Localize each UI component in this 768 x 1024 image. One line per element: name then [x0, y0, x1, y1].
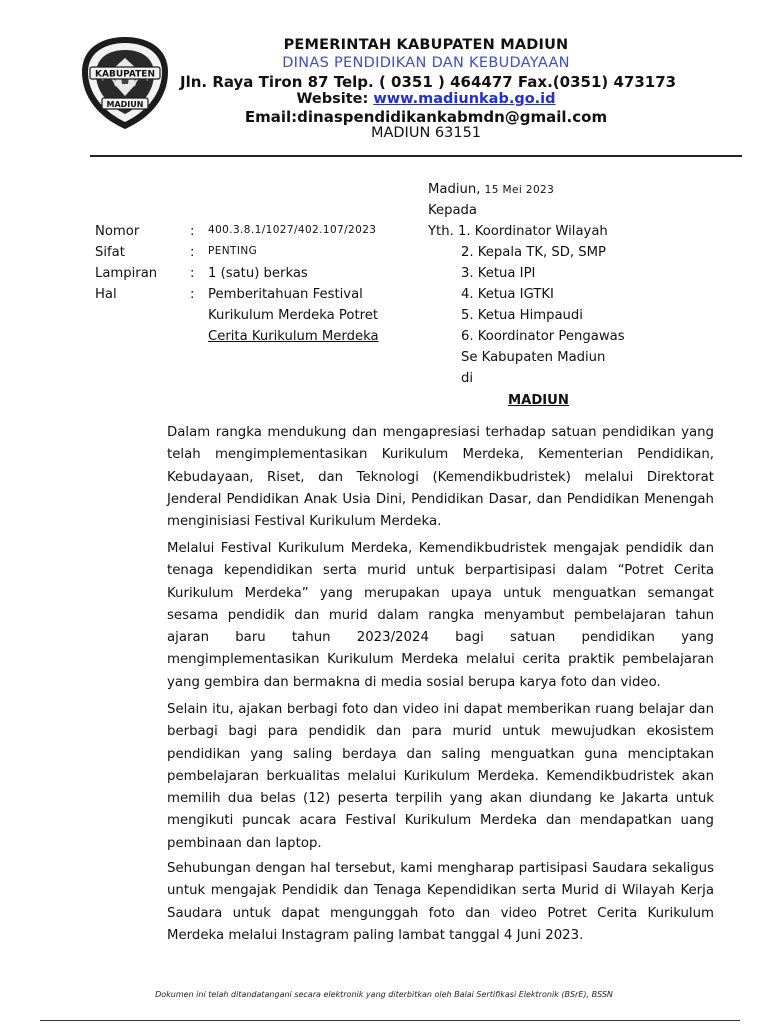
- postal-line: MADIUN 63151: [370, 125, 482, 141]
- recipient-3: 3. Ketua IPI: [461, 266, 536, 281]
- recipient-1: Yth. 1. Koordinator Wilayah: [428, 224, 608, 239]
- website-line: [180, 91, 672, 107]
- nomor-label: Nomor: [95, 224, 140, 239]
- kepada-label: Kepada: [428, 203, 478, 218]
- hal-value-line1: Pemberitahuan Festival: [208, 287, 363, 302]
- kabupaten-madiun-logo: [78, 34, 172, 132]
- government-name: PEMERINTAH KABUPATEN MADIUN: [283, 37, 569, 53]
- nomor-colon: :: [190, 224, 195, 239]
- lampiran-colon: :: [190, 266, 195, 281]
- place: Madiun,: [428, 182, 481, 197]
- body-paragraph-3: Selain itu, ajakan berbagi foto dan video ini dapat memberikan ruang belajar dan berbagi bagi para pendidik dan para murid untuk mewujudkan ekosistem pendidikan yang saling berdaya dan saling menguatkan guna menciptakan pembelajaran berkualitas melalui Kurikulum Merdeka. Kemendikbudristek akan memilih dua belas (12) peserta terpilih yang akan diundang ke Jakarta untuk mengikuti puncak acara Festival Kurikulum Merdeka dan mendapatkan uang pembinaan dan laptop.: [167, 702, 714, 851]
- recipient-6: 6. Koordinator Pengawas: [461, 329, 625, 344]
- nomor-value: 400.3.8.1/1027/402.107/2023: [208, 224, 377, 236]
- website-label: Website:: [296, 91, 374, 107]
- body-paragraph-1: Dalam rangka mendukung dan mengapresiasi terhadap satuan pendidikan yang telah mengimplementasikan Kurikulum Merdeka, Kementerian Pendidikan, Kebudayaan, Riset, dan Teknologi (Kemendikbudristek) melalui Direktorat Jenderal Pendidikan Anak Usia Dini, Pendidikan Dasar, dan Pendidikan Menengah menginisiasi Festival Kurikulum Merdeka.: [167, 425, 714, 530]
- sifat-colon: :: [190, 245, 195, 260]
- website-link[interactable]: www.madiunkab.go.id: [373, 91, 556, 107]
- agency-name: DINAS PENDIDIKAN DAN KEBUDAYAAN: [282, 55, 570, 71]
- body-paragraph-4: Sehubungan dengan hal tersebut, kami mengharap partisipasi Saudara sekaligus untuk mengajak Pendidik dan Tenaga Kependidikan serta Murid di Wilayah Kerja Saudara untuk dapat mengunggah foto dan video Potret Cerita Kurikulum Merdeka melalui Instagram paling lambat tanggal 4 Juni 2023.: [167, 861, 714, 943]
- body-paragraph-2: Melalui Festival Kurikulum Merdeka, Kemendikbudristek mengajak pendidik dan tenaga kependidikan serta murid untuk berpartisipasi dalam “Potret Cerita Kurikulum Merdeka” yang merupakan upaya untuk menguatkan semangat sesama pendidik dan murid dalam rangka menyambut pembelajaran tahun ajaran baru tahun 2023/2024 bagi satuan pendidikan yang mengimplementasikan Kurikulum Merdeka melalui cerita praktik pembelajaran yang gembira dan bermakna di media sosial berupa karya foto dan video.: [167, 541, 714, 690]
- sifat-label: Sifat: [95, 245, 125, 260]
- lampiran-label: Lampiran: [95, 266, 158, 281]
- recipient-di: di: [461, 371, 474, 386]
- email-line: Email:dinaspendidikankabmdn@gmail.com: [244, 108, 608, 126]
- hal-label: Hal: [95, 287, 117, 302]
- footer-divider: [40, 1020, 740, 1021]
- address-phone: Jln. Raya Tiron 87 Telp. ( 0351 ) 464477 Fax.(0351) 473173: [180, 73, 677, 91]
- date: 15 Mei 2023: [484, 184, 555, 196]
- logo-text-bottom: MADIUN: [106, 99, 144, 109]
- hal-colon: :: [190, 287, 195, 302]
- hal-value-line2: Kurikulum Merdeka Potret: [208, 308, 379, 323]
- recipient-city: MADIUN: [508, 393, 569, 408]
- recipient-region: Se Kabupaten Madiun: [461, 350, 606, 365]
- recipient-2: 2. Kepala TK, SD, SMP: [461, 245, 606, 260]
- lampiran-value: 1 (satu) berkas: [208, 266, 308, 281]
- place-date: [428, 179, 554, 201]
- logo-text-top: KABUPATEN: [95, 69, 155, 80]
- e-signature-note: Dokumen ini telah ditandatangani secara elektronik yang diterbitkan oleh Balai Sertifikasi Elektronik (BSrE), BSSN: [155, 990, 613, 999]
- sifat-value: PENTING: [208, 245, 258, 257]
- recipient-5: 5. Ketua Himpaudi: [461, 308, 583, 323]
- recipient-4: 4. Ketua IGTKI: [461, 287, 554, 302]
- letterhead-divider: [90, 155, 742, 157]
- hal-value-line3: Cerita Kurikulum Merdeka: [208, 329, 379, 344]
